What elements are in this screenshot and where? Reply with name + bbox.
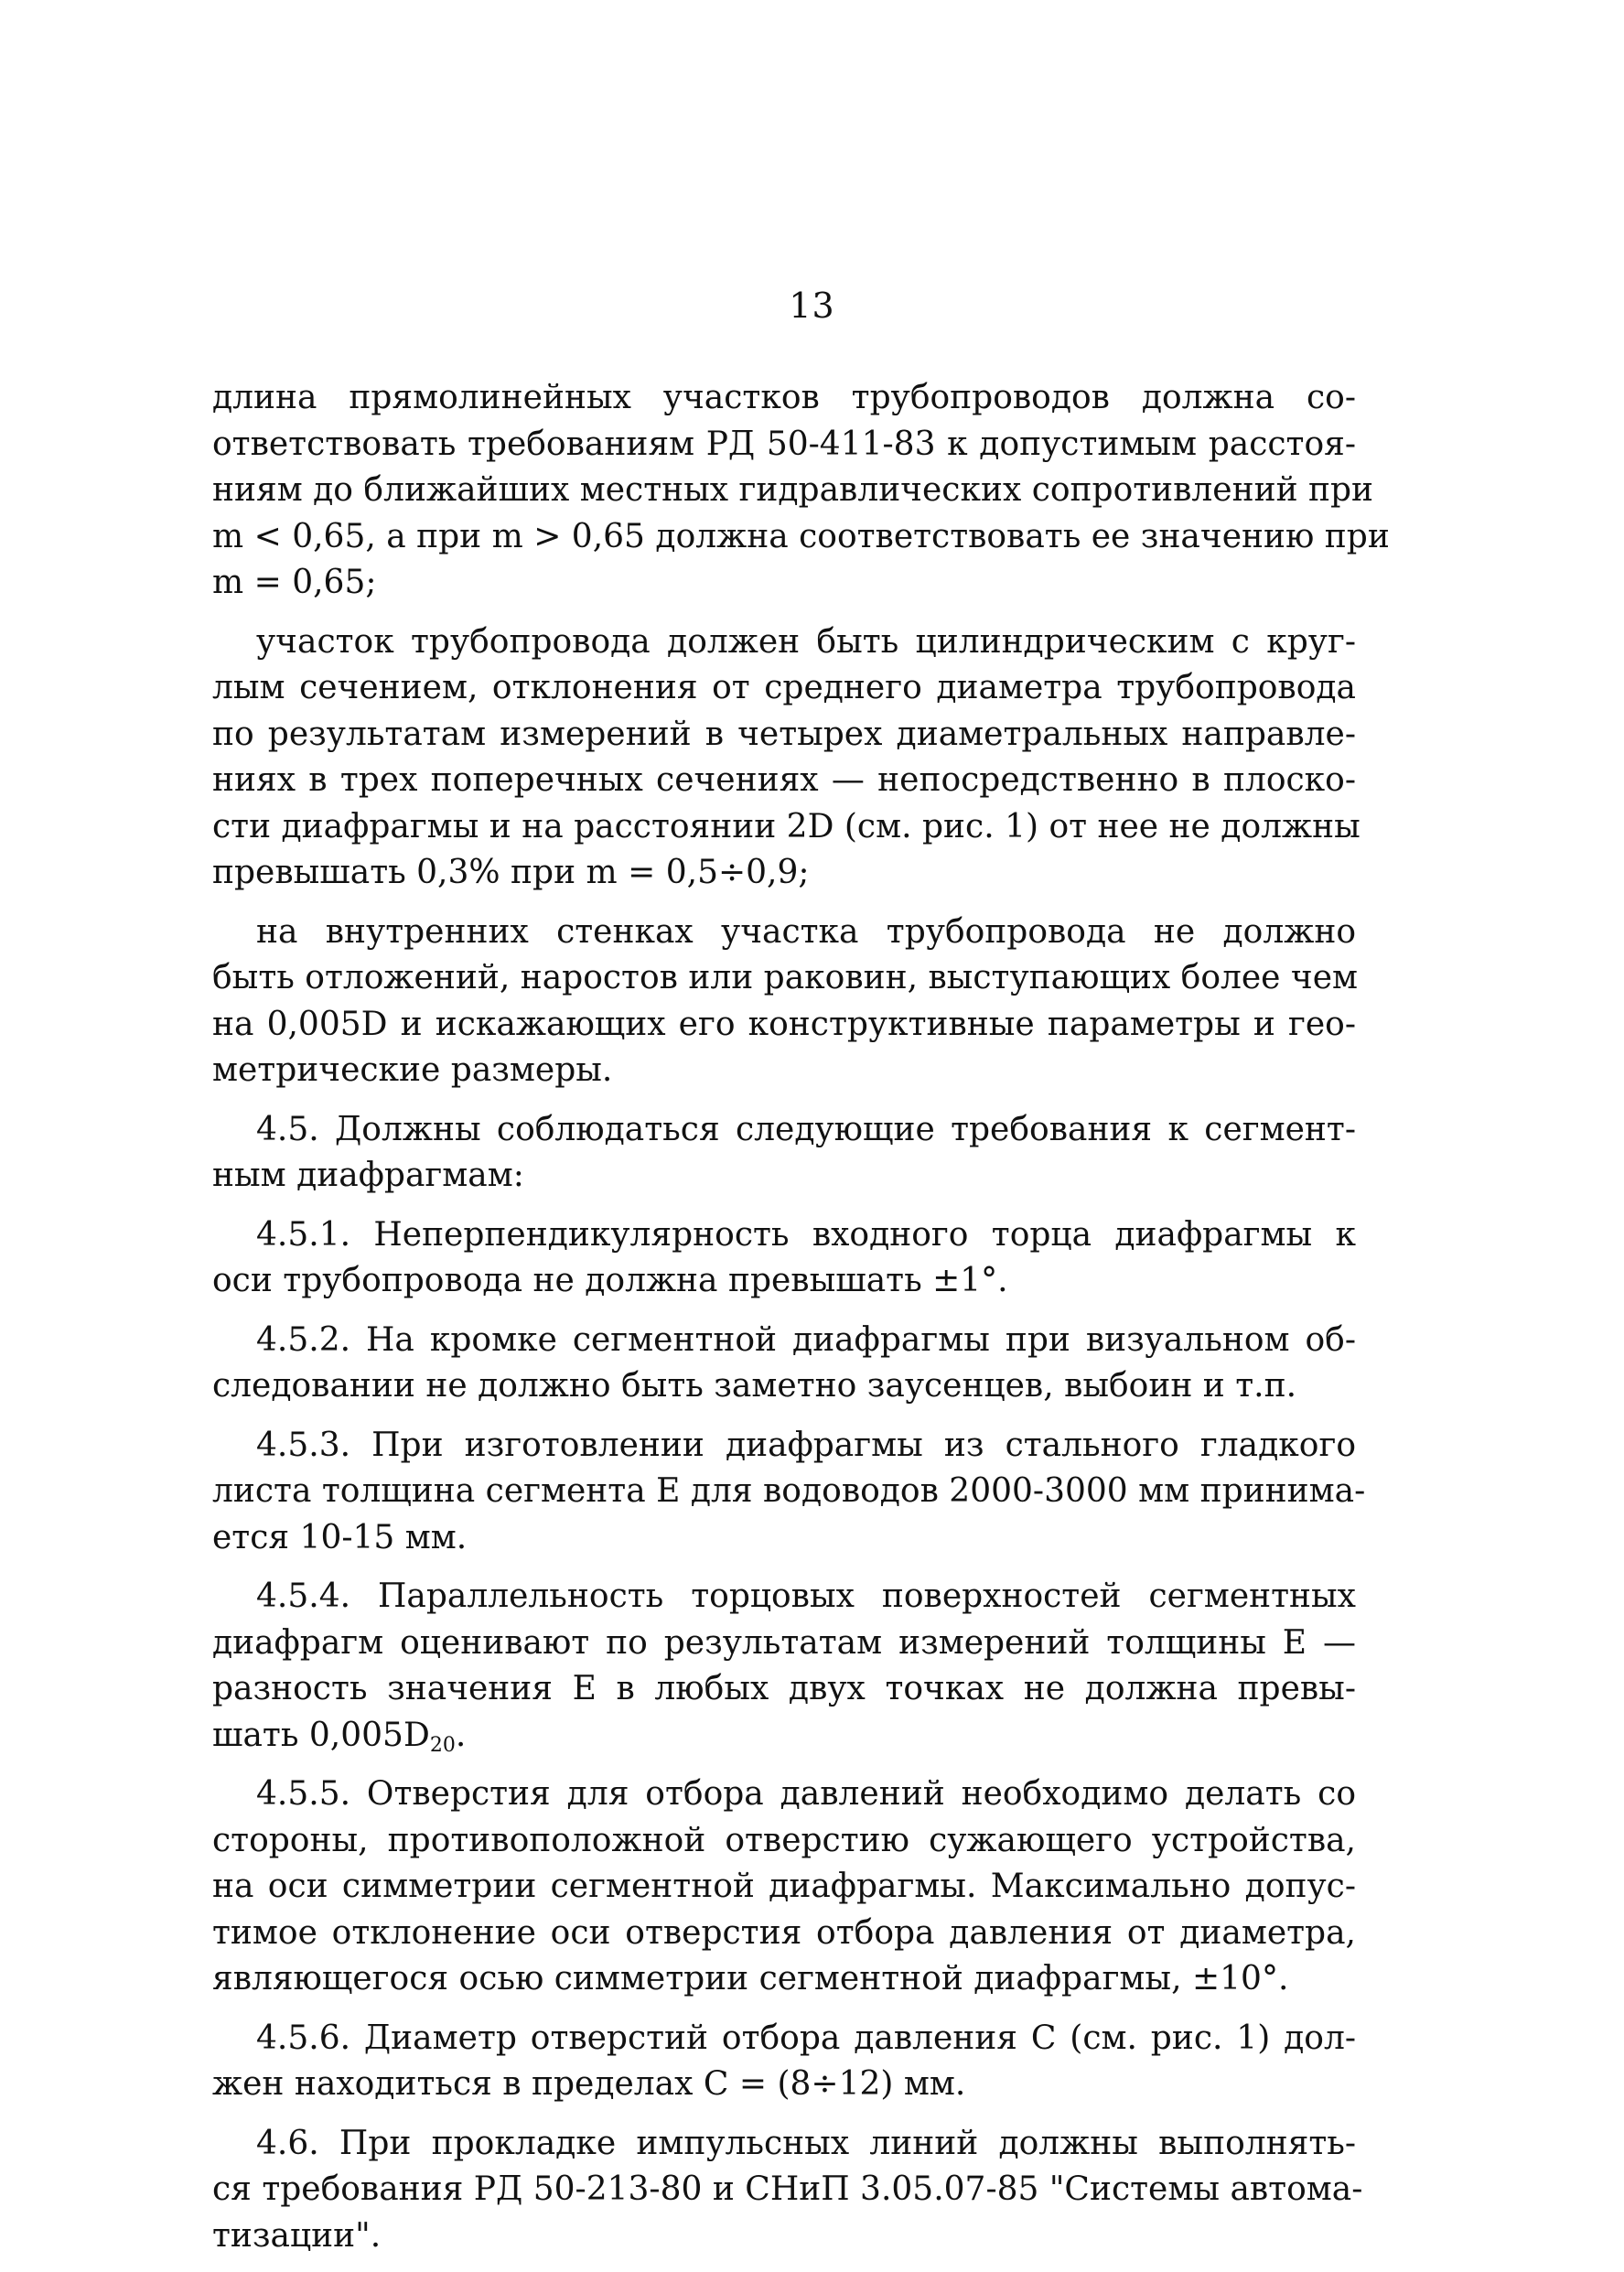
text-line: метрические размеры. xyxy=(212,1051,613,1089)
text-line: на 0,005D и искажающих его конструктивные параметры и гео- xyxy=(212,1005,1356,1043)
text-line xyxy=(212,1713,1356,1760)
text-line: по результатам измерений в четырех диаметральных направле- xyxy=(212,715,1356,753)
text-line: оси трубопровода не должна превышать ±1°. xyxy=(212,1262,1008,1299)
text-line: на оси симметрии сегментной диафрагмы. Максимально допус- xyxy=(212,1868,1356,1905)
text-line: 4.5.5. Отверстия для отбора давлений необходимо делать со xyxy=(256,1775,1356,1813)
text-line: быть отложений, наростов или раковин, выступающих более чем xyxy=(212,959,1359,996)
paragraph-4-5 xyxy=(212,1107,1356,1200)
text-line: ответствовать требованиям РД 50-411-83 к допустимым расстоя- xyxy=(212,425,1356,463)
paragraph-pipe-length xyxy=(212,375,1390,607)
paragraph-4-5-5 xyxy=(212,1771,1356,2003)
paragraph-4-5-1 xyxy=(212,1212,1356,1305)
text-line: диафрагм оценивают по результатам измерений толщины Е — xyxy=(212,1623,1356,1662)
paragraph-4-5-3 xyxy=(212,1423,1366,1562)
paragraph-4-5-6 xyxy=(212,2016,1356,2108)
paragraph-4-6 xyxy=(212,2121,1363,2260)
text-line: ниям до ближайших местных гидравлических сопротивлений при xyxy=(212,471,1374,509)
text-line: ным диафрагмам: xyxy=(212,1157,524,1194)
text-line: стороны, противоположной отверстию сужающего устройства, xyxy=(212,1821,1356,1859)
text-line: длина прямолинейных участков трубопроводов должна со- xyxy=(212,379,1356,416)
paragraph-pipe-section xyxy=(212,619,1361,897)
text-line: являющегося осью симметрии сегментной диафрагмы, ±10°. xyxy=(212,1960,1289,1997)
text-line: ниях в трех поперечных сечениях — непосредственно в плоско- xyxy=(212,761,1356,799)
text-line: ется 10-15 мм. xyxy=(212,1518,468,1556)
text-line-main: шать 0,005D xyxy=(212,1716,430,1754)
text-line: 4.6. При прокладке импульсных линий должны выполнять- xyxy=(256,2124,1356,2162)
text-line: 4.5.6. Диаметр отверстий отбора давления С (см. рис. 1) дол- xyxy=(256,2019,1356,2057)
text-line: сти диафрагмы и на расстоянии 2D (см. рис. 1) от нее не должны xyxy=(212,807,1361,845)
text-line: участок трубопровода должен быть цилиндрическим с круг- xyxy=(256,622,1356,661)
text-line: 4.5.2. На кромке сегментной диафрагмы при визуальном об- xyxy=(256,1320,1356,1359)
text-line: тизации". xyxy=(212,2216,382,2255)
text-line: лым сечением, отклонения от среднего диаметра трубопровода xyxy=(212,669,1356,706)
text-line: m = 0,65; xyxy=(212,564,377,601)
text-line: следовании не должно быть заметно заусенцев, выбоин и т.п. xyxy=(212,1367,1297,1405)
text-line: жен находиться в пределах С = (8÷12) мм. xyxy=(212,2065,966,2103)
page-number: 13 xyxy=(789,285,835,326)
text-line-end: . xyxy=(455,1716,467,1754)
text-line: 4.5.4. Параллельность торцовых поверхностей сегментных xyxy=(256,1577,1356,1615)
paragraph-4-5-2 xyxy=(212,1318,1356,1410)
subscript: 20 xyxy=(429,1733,456,1757)
paragraph-inner-walls xyxy=(212,910,1359,1094)
text-line: m < 0,65, а при m > 0,65 должна соответствовать ее значению при xyxy=(212,517,1390,555)
text-line: ся требования РД 50-213-80 и СНиП 3.05.07-85 "Системы автома- xyxy=(212,2170,1363,2208)
text-line: 4.5. Должны соблюдаться следующие требования к сегмент- xyxy=(256,1110,1356,1148)
document-body xyxy=(212,375,1390,2272)
text-line: разность значения Е в любых двух точках не должна превы- xyxy=(212,1670,1356,1707)
text-line: 4.5.1. Неперпендикулярность входного торца диафрагмы к xyxy=(256,1215,1356,1254)
text-line: тимое отклонение оси отверстия отбора давления от диаметра, xyxy=(212,1913,1356,1952)
text-line: на внутренних стенках участка трубопровода не должно xyxy=(256,912,1356,951)
text-line: листа толщина сегмента Е для водоводов 2000-3000 мм принима- xyxy=(212,1472,1366,1510)
text-line: 4.5.3. При изготовлении диафрагмы из стального гладкого xyxy=(256,1426,1356,1464)
paragraph-4-5-4 xyxy=(212,1574,1356,1759)
text-line: превышать 0,3% при m = 0,5÷0,9; xyxy=(212,854,810,891)
